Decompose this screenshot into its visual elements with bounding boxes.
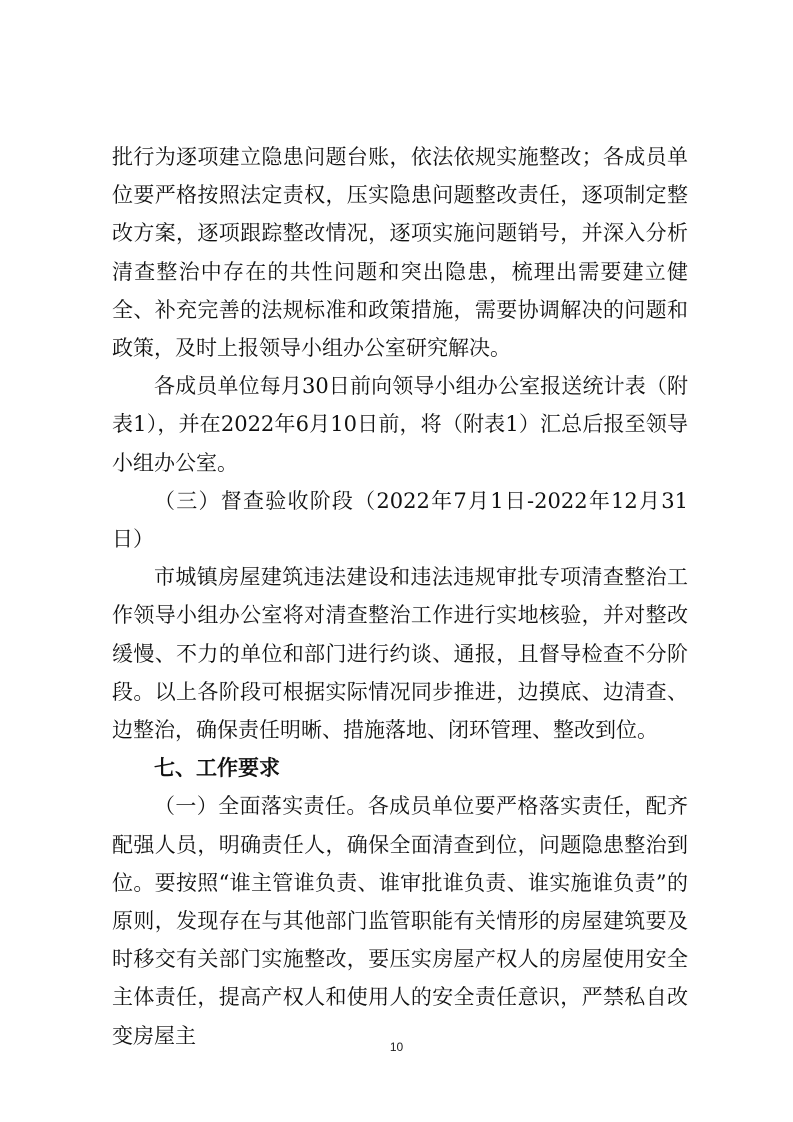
paragraph-inspection-stage: 市城镇房屋建筑违法建设和违法违规审批专项清查整治工作领导小组办公室将对清查整治工作进行实地核验，并对整改缓慢、不力的单位和部门进行约谈、通报，且督导检查不分阶段。以上各阶段可根据实际情况同步推进，边摸底、边清查、边整治，确保责任明晰、措施落地、闭环管理、整改到位。	[112, 565, 688, 743]
subheading-inspection-stage: （三）督查验收阶段（2022年7月1日-2022年12月31日）	[112, 488, 688, 552]
paragraph-responsibility: （一）全面落实责任。各成员单位要严格落实责任，配齐配强人员，明确责任人，确保全面清查到位，问题隐患整治到位。要按照“谁主管谁负责、谁审批谁负责、谁实施谁负责”的原则，发现存在与其他部门监管职能有关情形的房屋建筑要及时移交有关部门实施整改，要压实房屋产权人的房屋使用安全主体责任，提高产权人和使用人的安全责任意识，严禁私自改变房屋主	[112, 794, 688, 1048]
document-body	[112, 138, 688, 1055]
section-heading-work-requirements: 七、工作要求	[154, 756, 280, 781]
paragraph-rectification-continued: 批行为逐项建立隐患问题台账，依法依规实施整改；各成员单位要严格按照法定责权，压实隐患问题整改责任，逐项制定整改方案，逐项跟踪整改情况，逐项实施问题销号，并深入分析清查整治中存在的共性问题和突出隐患，梳理出需要建立健全、补充完善的法规标准和政策措施，需要协调解决的问题和政策，及时上报领导小组办公室研究解决。	[112, 145, 688, 361]
paragraph-monthly-report: 各成员单位每月30日前向领导小组办公室报送统计表（附表1），并在2022年6月10日前，将（附表1）汇总后报至领导小组办公室。	[112, 374, 688, 475]
page-number: 10	[389, 1040, 404, 1054]
